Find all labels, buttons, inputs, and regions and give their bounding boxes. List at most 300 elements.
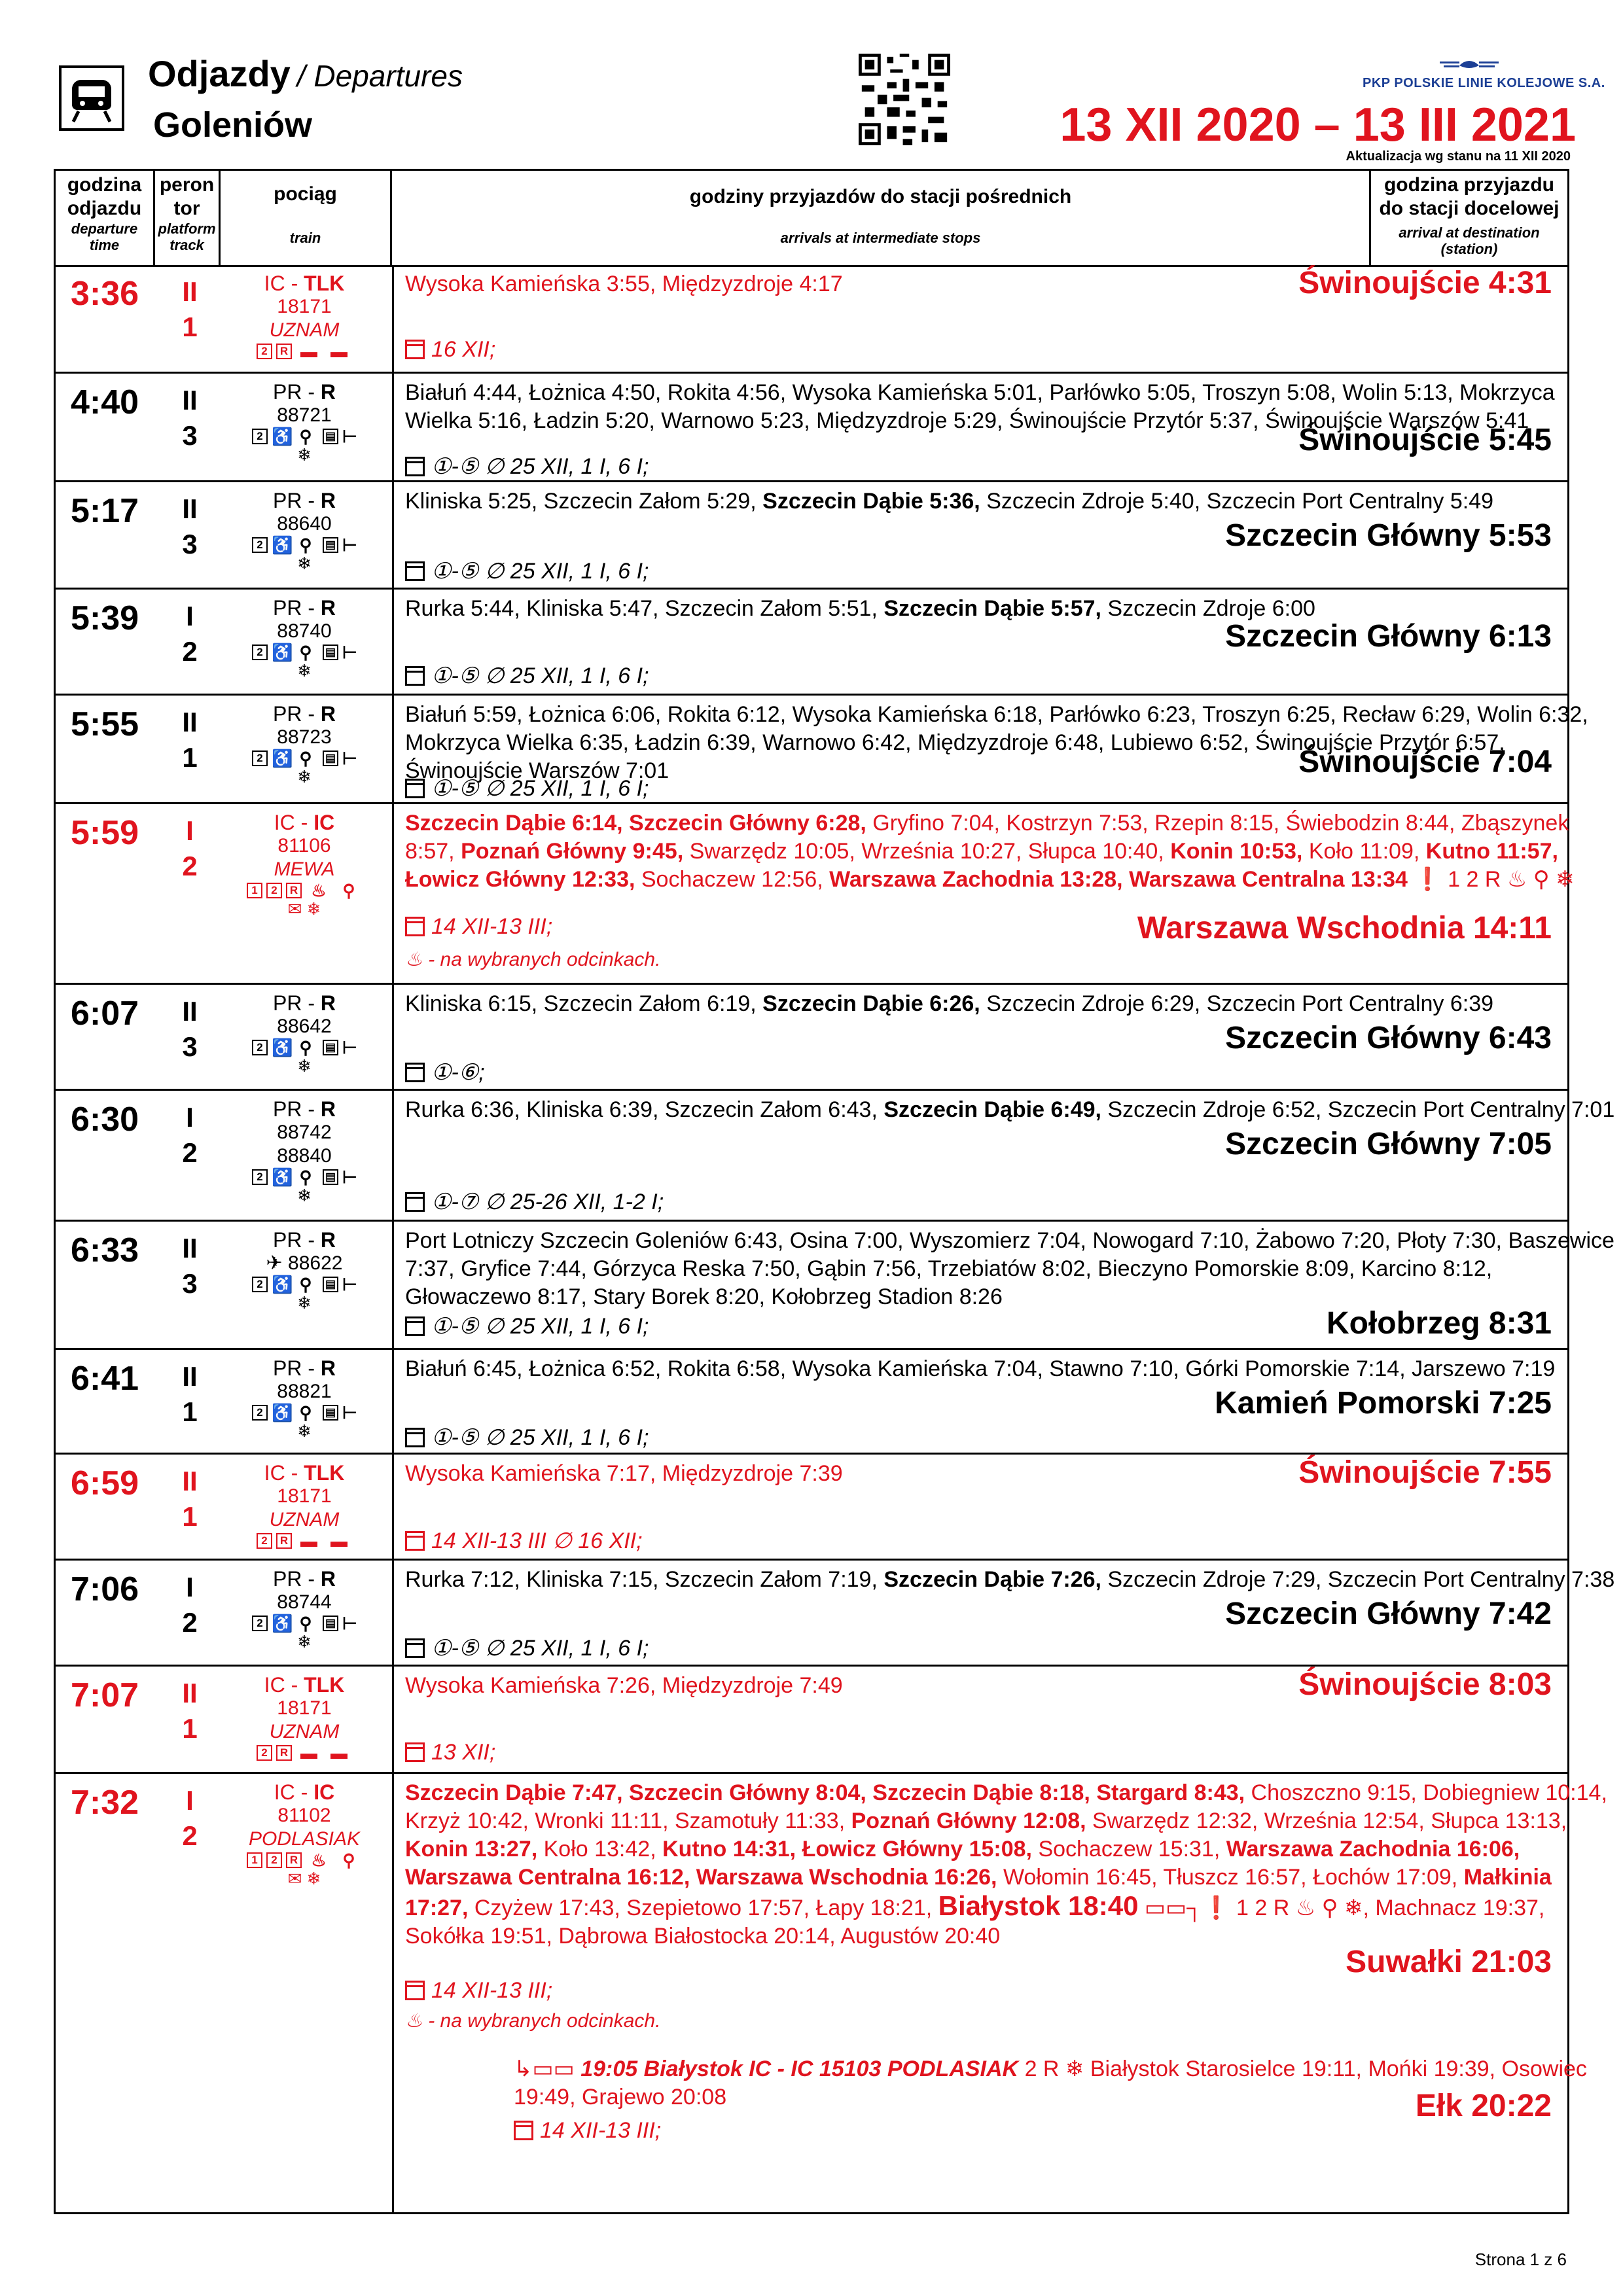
intermediate-stops: Białuń 5:59, Łożnica 6:06, Rokita 6:12, Wysoka Kamieńska 6:18, Parłówko 6:23, Troszyn 6:25, Recław 6:29, Wolin 6:32, Mokrzyca Wielka 6:35, Ładzin 6:39, Warnowo 6:42, Międzyzdroje 6:48, Lubiewo 6:52, Świnoujście Przytór 6:57, Świnoujście Warszów 7:01 — [405, 702, 1588, 783]
departure-row — [56, 374, 1567, 482]
calendar-icon — [405, 917, 425, 936]
train-name: UZNAM — [269, 1509, 340, 1530]
train-name: MEWA — [274, 858, 335, 880]
departure-row — [56, 985, 1567, 1091]
service-icons — [213, 1533, 396, 1549]
train-category: IC - IC — [274, 1780, 335, 1804]
train-category: PR - R — [273, 702, 336, 726]
second-class-icon: 2 — [252, 537, 268, 553]
operating-days-text: ①-⑥; — [431, 1060, 485, 1085]
aircon-icon: ❄ — [297, 1186, 312, 1205]
calendar-icon — [405, 340, 425, 359]
platform: II — [182, 493, 198, 524]
destination-arrival: Szczecin Główny 6:43 — [1225, 1021, 1552, 1055]
train-number: 88744 — [277, 1591, 332, 1613]
operating-days-text: 14 XII-13 III; — [431, 1978, 553, 2003]
platform: I — [186, 1785, 194, 1816]
service-icons — [213, 537, 396, 553]
train-info — [213, 272, 396, 359]
first-class-icon: 1 — [247, 883, 262, 898]
departure-time: 6:30 — [70, 1101, 139, 1139]
train-category: PR - R — [273, 1228, 336, 1252]
train-number: 18171 — [277, 1697, 332, 1719]
service-icons — [213, 1745, 396, 1761]
departure-time: 4:40 — [70, 383, 139, 421]
reservation-icon: R — [286, 1852, 302, 1868]
train-info — [213, 702, 396, 787]
col-stops: godziny przyjazdów do stacji pośrednich arrivals at intermediate stops — [392, 171, 1371, 265]
operating-days-text: ①-⑤ ∅ 25 XII, 1 I, 6 I; — [431, 776, 649, 801]
train-category: PR - R — [273, 991, 336, 1015]
calendar-icon — [405, 1192, 425, 1212]
bicycle-icon: ⚲ — [342, 1850, 355, 1870]
bicycle-icon: ⚲ — [299, 535, 312, 555]
bicycle-icon: ⚲ — [299, 1038, 312, 1057]
destination-arrival: Warszawa Wschodnia 14:11 — [1137, 911, 1552, 945]
calendar-icon — [405, 561, 425, 581]
reservation-icon: R — [286, 883, 302, 898]
departure-row — [56, 1222, 1614, 1350]
train-info — [213, 1228, 396, 1313]
calendar-icon — [405, 779, 425, 798]
couchette-icon: ▬ — [330, 1531, 348, 1551]
train-info — [213, 1097, 396, 1206]
departure-row — [56, 1774, 1607, 2215]
train-number: 18171 — [277, 296, 332, 317]
train-name: UZNAM — [269, 319, 340, 341]
platform: II — [182, 1678, 198, 1708]
partial-route-text: - na wybranych odcinkach. — [428, 2010, 661, 2032]
destination-arrival: Szczecin Główny 7:42 — [1225, 1597, 1552, 1631]
destination-arrival: Suwałki 21:03 — [1346, 1945, 1552, 1979]
reservation-icon: R — [276, 1533, 292, 1549]
bicycle-icon: ⚲ — [299, 1614, 312, 1633]
operating-days-text: ①-⑦ ∅ 25-26 XII, 1-2 I; — [431, 1190, 664, 1214]
train-category: IC - TLK — [264, 1673, 345, 1697]
train-category: IC - TLK — [264, 272, 345, 295]
platform-track — [173, 705, 206, 775]
track: 1 — [182, 311, 198, 342]
intermediate-stops: Wysoka Kamieńska 7:17, Międzyzdroje 7:39 — [405, 1461, 843, 1486]
train-info — [213, 1461, 396, 1549]
platform: I — [186, 601, 194, 631]
page-title: Odjazdy / Departures — [148, 53, 463, 94]
col-dest: godzina przyjazdu do stacji docelowej arrival at destination (station) — [1379, 174, 1560, 257]
wheelchair-icon: ♿ — [272, 427, 293, 446]
accessible-ramp-icon: ⊢ — [342, 749, 357, 768]
operating-days-text: ①-⑤ ∅ 25 XII, 1 I, 6 I; — [431, 663, 649, 688]
departure-time: 7:07 — [70, 1676, 139, 1714]
ticket-machine-icon: ▤ — [323, 1277, 338, 1292]
train-number: 88742 — [277, 1122, 332, 1143]
train-category: PR - R — [273, 1356, 336, 1380]
train-info — [213, 1780, 396, 1889]
train-number: 18171 — [277, 1485, 332, 1507]
train-number: 88723 — [277, 726, 332, 748]
departure-time: 6:33 — [70, 1231, 139, 1269]
departure-time: 5:17 — [70, 492, 139, 530]
validity-period: 13 XII 2020 – 13 III 2021 — [1060, 99, 1576, 151]
train-number-2: 88840 — [277, 1145, 332, 1167]
platform-track — [173, 599, 206, 669]
wheelchair-icon: ♿ — [272, 749, 293, 768]
departure-time: 5:39 — [70, 599, 139, 637]
track: 2 — [182, 851, 198, 881]
platform-track — [173, 383, 206, 453]
accessible-ramp-icon: ⊢ — [342, 1167, 357, 1187]
track: 1 — [182, 742, 198, 773]
partial-route-text: - na wybranych odcinkach. — [428, 949, 661, 970]
operating-days-text: ①-⑤ ∅ 25 XII, 1 I, 6 I; — [431, 454, 649, 479]
train-number: 88721 — [277, 404, 332, 426]
platform: II — [182, 385, 198, 415]
restaurant-icon: ♨ — [311, 1850, 327, 1870]
train-info — [213, 1356, 396, 1441]
service-icons — [213, 645, 396, 660]
track: 1 — [182, 1396, 198, 1427]
wheelchair-icon: ♿ — [272, 643, 293, 662]
wheelchair-icon: ♿ — [272, 1403, 293, 1422]
platform-track — [173, 491, 206, 562]
second-class-icon: 2 — [252, 1040, 268, 1055]
track: 2 — [182, 1607, 198, 1638]
train-number: ✈ 88622 — [266, 1252, 343, 1274]
departure-row — [56, 590, 1567, 696]
wheelchair-icon: ♿ — [272, 1167, 293, 1187]
operating-days — [405, 914, 552, 940]
platform-track — [173, 1100, 206, 1171]
second-class-icon: 2 — [252, 429, 268, 444]
service-icons — [213, 344, 396, 359]
page-number: Strona 1 z 6 — [1474, 2250, 1567, 2269]
departure-row — [56, 696, 1588, 804]
sleeper-icon: ▬ — [300, 1743, 317, 1763]
track: 2 — [182, 1137, 198, 1168]
ticket-machine-icon: ▤ — [323, 1169, 338, 1185]
bicycle-icon: ⚲ — [299, 1403, 312, 1422]
ticket-machine-icon: ▤ — [323, 1040, 338, 1055]
partial-route-note — [405, 2009, 660, 2032]
couchette-icon: ▬ — [330, 1743, 348, 1763]
sleeper-icon: ▬ — [300, 342, 317, 361]
destination-arrival: Szczecin Główny 7:05 — [1225, 1127, 1552, 1161]
second-class-icon: 2 — [252, 1169, 268, 1185]
second-class-icon: 2 — [252, 1405, 268, 1421]
train-name: PODLASIAK — [248, 1828, 361, 1850]
destination-arrival: Świnoujście 7:04 — [1298, 745, 1552, 779]
operating-days-text: ①-⑤ ∅ 25 XII, 1 I, 6 I; — [431, 1636, 649, 1661]
track: 3 — [182, 1268, 198, 1299]
aircon-icon: ❄ — [297, 767, 312, 786]
departure-row — [56, 1667, 1567, 1774]
calendar-icon — [514, 2121, 533, 2140]
platform-track — [173, 1676, 206, 1746]
intermediate-stops: Kliniska 6:15, Szczecin Załom 6:19, Szczecin Dąbie 6:26, Szczecin Zdroje 6:29, Szczecin Port Centralny 6:39 — [405, 991, 1494, 1016]
logo-text: PKP POLSKIE LINIE KOLEJOWE S.A. — [1363, 76, 1605, 90]
track: 1 — [182, 1501, 198, 1532]
train-number: 88821 — [277, 1381, 332, 1402]
partial-route-note — [405, 948, 660, 971]
platform: II — [182, 996, 198, 1027]
accessible-ramp-icon: ⊢ — [342, 643, 357, 662]
ticket-machine-icon: ▤ — [323, 1616, 338, 1631]
operating-days-text: 14 XII-13 III ∅ 16 XII; — [431, 1528, 643, 1553]
first-class-icon: 1 — [247, 1852, 262, 1868]
operating-days-text: 14 XII-13 III; — [431, 914, 553, 939]
platform-track — [173, 1783, 206, 1854]
calendar-icon — [405, 1981, 425, 2000]
calendar-icon — [405, 1638, 425, 1658]
platform: II — [182, 1233, 198, 1263]
intermediate-stops: Port Lotniczy Szczecin Goleniów 6:43, Osina 7:00, Wyszomierz 7:04, Nowogard 7:10, Żabowo 7:20, Płoty 7:30, Baszewice 7:37, Gryfice 7:44, Górzyca Reska 7:50, Gąbin 7:56, Trzebiatów 8:02, Bieczyno Pomorskie 8:09, Karcino 8:12, Głowaczewo 8:17, Stary Borek 8:20, Kołobrzeg Stadion 8:26 — [405, 1228, 1614, 1309]
train-name: UZNAM — [269, 1721, 340, 1742]
restaurant-icon: ♨ — [405, 2010, 429, 2032]
operating-days — [405, 663, 649, 689]
platform-track — [173, 1231, 206, 1301]
wheelchair-icon: ♿ — [272, 1275, 293, 1294]
operating-days-text: 16 XII; — [431, 337, 496, 362]
connection-operating-days — [514, 2118, 661, 2144]
operating-days — [405, 1189, 664, 1215]
accessible-ramp-icon: ⊢ — [342, 1038, 357, 1057]
bicycle-icon: ⚲ — [299, 1275, 312, 1294]
destination-arrival: Świnoujście 7:55 — [1298, 1455, 1552, 1490]
train-info — [213, 596, 396, 681]
train-info — [213, 1673, 396, 1761]
train-number: 81102 — [277, 1805, 331, 1826]
bicycle-icon: ⚲ — [299, 749, 312, 768]
train-info — [213, 991, 396, 1076]
ticket-machine-icon: ▤ — [323, 1405, 338, 1421]
couchette-icon: ▬ — [330, 342, 348, 361]
calendar-icon — [405, 457, 425, 476]
operating-days — [405, 1635, 649, 1661]
destination-arrival: Świnoujście 8:03 — [1298, 1667, 1552, 1702]
second-class-icon: 2 — [252, 1277, 268, 1292]
ticket-machine-icon: ▤ — [323, 645, 338, 660]
operating-days — [405, 775, 649, 802]
intermediate-stops: Wysoka Kamieńska 7:26, Międzyzdroje 7:49 — [405, 1673, 843, 1698]
accessible-ramp-icon: ⊢ — [342, 1403, 357, 1422]
restaurant-icon: ♨ — [311, 881, 327, 900]
service-icons — [213, 1169, 396, 1185]
train-number: 88640 — [277, 513, 332, 535]
table-header — [56, 171, 1567, 267]
destination-arrival: Kołobrzeg 8:31 — [1326, 1306, 1552, 1341]
mail-aircon-icons: ✉ ❄ — [287, 899, 321, 919]
platform: II — [182, 1361, 198, 1392]
accessible-ramp-icon: ⊢ — [342, 535, 357, 555]
destination-arrival: Kamień Pomorski 7:25 — [1215, 1386, 1552, 1421]
ticket-machine-icon: ▤ — [323, 537, 338, 553]
operating-days — [405, 1740, 495, 1765]
sleeper-icon: ▬ — [300, 1531, 317, 1551]
accessible-ramp-icon: ⊢ — [342, 1275, 357, 1294]
platform-track — [173, 1359, 206, 1430]
aircon-icon: ❄ — [297, 445, 312, 465]
service-icons — [213, 1277, 396, 1292]
intermediate-stops: Rurka 7:12, Kliniska 7:15, Szczecin Załom 7:19, Szczecin Dąbie 7:26, Szczecin Zdroje 7:29, Szczecin Port Centralny 7:38 — [405, 1567, 1615, 1592]
train-info — [213, 1567, 396, 1652]
operating-days-text: 13 XII; — [431, 1740, 496, 1765]
operating-days — [405, 1978, 552, 2004]
train-category: IC - TLK — [264, 1461, 345, 1485]
update-note: Aktualizacja wg stanu na 11 XII 2020 — [1346, 149, 1571, 164]
platform-track — [173, 274, 206, 345]
connection-destination: Ełk 20:22 — [1415, 2089, 1552, 2123]
calendar-icon — [405, 1742, 425, 1762]
wheelchair-icon: ♿ — [272, 1614, 293, 1633]
service-icons — [213, 429, 396, 444]
ticket-machine-icon: ▤ — [323, 429, 338, 444]
calendar-icon — [405, 1316, 425, 1336]
second-class-icon: 2 — [257, 344, 272, 359]
operating-days-text: ①-⑤ ∅ 25 XII, 1 I, 6 I; — [431, 1425, 649, 1450]
second-class-icon: 2 — [252, 751, 268, 766]
destination-arrival: Świnoujście 5:45 — [1298, 423, 1552, 457]
intermediate-stops: Rurka 6:36, Kliniska 6:39, Szczecin Załom 6:43, Szczecin Dąbie 6:49, Szczecin Zdroje 6:52, Szczecin Port Centralny 7:01 — [405, 1097, 1615, 1122]
intermediate-stops: Rurka 5:44, Kliniska 5:47, Szczecin Załom 5:51, Szczecin Dąbie 5:57, Szczecin Zdroje 6:00 — [405, 596, 1315, 621]
second-class-icon: 2 — [252, 1616, 268, 1631]
operating-days — [405, 1059, 485, 1086]
platform: II — [182, 276, 198, 307]
wheelchair-icon: ♿ — [272, 535, 293, 555]
track: 1 — [182, 1713, 198, 1744]
second-class-icon: 2 — [266, 1852, 282, 1868]
platform: I — [186, 1102, 194, 1133]
destination-arrival: Szczecin Główny 6:13 — [1225, 619, 1552, 654]
service-icons — [213, 751, 396, 766]
operating-days — [405, 453, 649, 480]
bicycle-icon: ⚲ — [299, 427, 312, 446]
service-icons — [213, 883, 396, 898]
intermediate-stops: Białuń 4:44, Łożnica 4:50, Rokita 4:56, Wysoka Kamieńska 5:01, Parłówko 5:05, Troszyn 5:08, Wolin 5:13, Mokrzyca Wielka 5:16, Ładzin 5:20, Warnowo 5:23, Międzyzdroje 5:29, Świnoujście Przytór 5:37, Świnoujście Warszów 5:41 — [405, 380, 1555, 433]
train-category: PR - R — [273, 1097, 336, 1121]
bicycle-icon: ⚲ — [342, 881, 355, 900]
intermediate-stops: Szczecin Dąbie 7:47, Szczecin Główny 8:04, Szczecin Dąbie 8:18, Stargard 8:43, Choszczno 9:15, Dobiegniew 10:14, Krzyż 10:42, Wronki 11:11, Szamotuły 11:33, Poznań Główny 12:08, Swarzędz 12:32, Września 12:54, Słupca 13:13, Konin 13:27, Koło 13:42, Kutno 14:31, Łowicz Główny 15:08, Sochaczew 15:31, Warszawa Zachodnia 16:06, Warszawa Centralna 16:12, Warszawa Wschodnia 16:26, Wołomin 16:45, Tłuszcz 16:57, Łochów 17:09, Małkinia 17:27, Czyżew 17:43, Szepietowo 17:57, Łapy 18:21, Białystok 18:40 ▭▭┐❗ 1 2 R ♨ ⚲ ❄, Machnacz 19:37, Sokółka 19:51, Dąbrowa Białostocka 20:14, Augustów 20:40 — [405, 1780, 1607, 1949]
operating-days-text: ①-⑤ ∅ 25 XII, 1 I, 6 I; — [431, 559, 649, 584]
wheelchair-icon: ♿ — [272, 1038, 293, 1057]
departure-row — [56, 1455, 1567, 1561]
column-divider — [392, 265, 394, 2212]
departures-table — [54, 169, 1615, 2214]
platform: II — [182, 707, 198, 737]
bicycle-icon: ⚲ — [299, 643, 312, 662]
platform-track — [173, 1570, 206, 1640]
train-info — [213, 811, 396, 919]
service-icons — [213, 1852, 396, 1868]
mail-aircon-icons: ✉ ❄ — [287, 1869, 321, 1888]
departure-time: 6:59 — [70, 1464, 139, 1502]
aircon-icon: ❄ — [297, 1056, 312, 1076]
departure-row — [56, 482, 1567, 590]
connection-arrow-icon: ↳▭▭ — [514, 2057, 581, 2081]
train-category: PR - R — [273, 596, 336, 620]
departure-time: 3:36 — [70, 275, 139, 313]
track: 2 — [182, 636, 198, 667]
departure-row — [56, 265, 1567, 374]
train-info — [213, 489, 396, 574]
platform: I — [186, 815, 194, 846]
train-category: PR - R — [273, 489, 336, 512]
col-time: godzina odjazdu departure time — [56, 171, 155, 265]
departure-time: 5:59 — [70, 814, 139, 852]
operating-days — [405, 337, 495, 362]
intermediate-stops: Białuń 6:45, Łożnica 6:52, Rokita 6:58, Wysoka Kamieńska 7:04, Stawno 7:10, Górki Pomorskie 7:14, Jarszewo 7:19 — [405, 1356, 1556, 1381]
train-info — [213, 380, 396, 465]
intermediate-stops: Szczecin Dąbie 6:14, Szczecin Główny 6:28, Gryfino 7:04, Kostrzyn 7:53, Rzepin 8:15, Świebodzin 8:44, Zbąszynek 8:57, Poznań Główny 9:45, Swarzędz 10:05, Września 10:27, Słupca 10:40, Konin 10:53, Koło 11:09, Kutno 11:57, Łowicz Główny 12:33, Sochaczew 12:56, Warszawa Zachodnia 13:28, Warszawa Centralna 13:34 ❗ 1 2 R ♨ ⚲ ❄ — [405, 811, 1575, 892]
departure-time: 6:07 — [70, 995, 139, 1033]
destination-arrival: Świnoujście 4:31 — [1298, 266, 1552, 300]
platform-track — [173, 813, 206, 884]
departure-row — [56, 1091, 1615, 1222]
accessible-ramp-icon: ⊢ — [342, 427, 357, 446]
intermediate-stops: Kliniska 5:25, Szczecin Załom 5:29, Szczecin Dąbie 5:36, Szczecin Zdroje 5:40, Szczecin Port Centralny 5:49 — [405, 489, 1494, 514]
second-class-icon: 2 — [257, 1533, 272, 1549]
col-platform: peron tor platform track — [155, 171, 221, 265]
service-icons — [213, 1405, 396, 1421]
train-number: 81106 — [277, 835, 331, 857]
aircon-icon: ❄ — [297, 1421, 312, 1441]
connection-stops: 2 R ❄ Białystok Starosielce 19:11, Mońki 19:39, Osowiec 19:49, Grajewo 20:08 — [514, 2057, 1587, 2110]
operating-days — [405, 1313, 649, 1339]
accessible-ramp-icon: ⊢ — [342, 1614, 357, 1633]
operating-days — [405, 1528, 643, 1554]
track: 3 — [182, 420, 198, 451]
intermediate-stops: Wysoka Kamieńska 3:55, Międzyzdroje 4:17 — [405, 272, 843, 296]
operating-days — [405, 558, 649, 584]
second-class-icon: 2 — [266, 883, 282, 898]
restaurant-icon: ♨ — [405, 949, 429, 970]
operating-days — [405, 1424, 649, 1451]
service-icons — [213, 1040, 396, 1055]
col-train: pociąg train — [221, 171, 392, 265]
departure-time: 7:06 — [70, 1570, 139, 1608]
track: 3 — [182, 529, 198, 559]
calendar-icon — [405, 1428, 425, 1447]
aircon-icon: ❄ — [297, 1293, 312, 1313]
qr-code — [859, 54, 950, 145]
second-class-icon: 2 — [257, 1745, 272, 1761]
platform: II — [182, 1466, 198, 1496]
ticket-machine-icon: ▤ — [323, 751, 338, 766]
departure-time: 5:55 — [70, 705, 139, 743]
second-class-icon: 2 — [252, 645, 268, 660]
aircon-icon: ❄ — [297, 1632, 312, 1651]
reservation-icon: R — [276, 1745, 292, 1761]
bicycle-icon: ⚲ — [299, 1167, 312, 1187]
departure-time: 7:32 — [70, 1784, 139, 1822]
destination-arrival: Szczecin Główny 5:53 — [1225, 518, 1552, 553]
connection-operating-days-text: 14 XII-13 III; — [540, 2118, 662, 2143]
aircon-icon: ❄ — [297, 554, 312, 573]
train-number: 88740 — [277, 620, 332, 642]
service-icons — [213, 1616, 396, 1631]
platform-track — [173, 1464, 206, 1534]
station-name: Goleniów — [153, 105, 312, 145]
calendar-icon — [405, 1063, 425, 1082]
train-number: 88642 — [277, 1016, 332, 1037]
calendar-icon — [405, 1531, 425, 1551]
departure-time: 6:41 — [70, 1360, 139, 1398]
reservation-icon: R — [276, 344, 292, 359]
departure-row — [56, 1561, 1615, 1667]
departure-row — [56, 804, 1575, 985]
train-category: PR - R — [273, 380, 336, 404]
aircon-icon: ❄ — [297, 661, 312, 680]
platform-track — [173, 994, 206, 1065]
calendar-icon — [405, 666, 425, 686]
